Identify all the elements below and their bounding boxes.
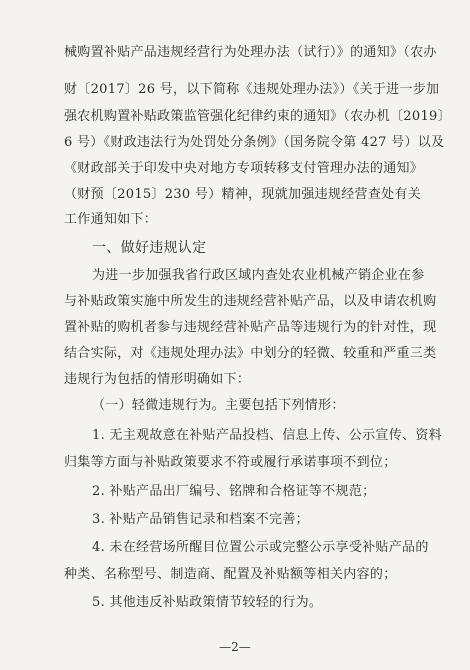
list-item: 2. 补贴产品出厂编号、铭牌和合格证等不规范； — [92, 484, 376, 499]
body-line: 工作通知如下： — [64, 212, 158, 227]
body-line: 《财政部关于印发中央对地方专项转移支付管理办法的通知》 — [64, 161, 424, 176]
body-line: 置补贴的购机者参与违规经营补贴产品等违规行为的针对性，现 — [64, 320, 437, 335]
list-item: 种类、名称型号、制造商、配置及补贴额等相关内容的； — [64, 567, 397, 582]
body-line: 财〔2017〕26 号，以下简称《违规处理办法》）《关于进一步加 — [64, 82, 440, 97]
section-heading: 一、做好违规认定 — [92, 240, 207, 256]
list-item: 4. 未在经营场所醒目位置公示或完整公示享受补贴产品的 — [92, 540, 429, 555]
body-line: 结合实际，对《违规处理办法》中划分的轻微、较重和严重三类 — [64, 346, 437, 361]
page-number: —2— — [219, 640, 251, 654]
subsection-heading: （一）轻微违规行为。主要包括下列情形： — [92, 398, 345, 413]
body-line: 6 号）《财政违法行为处罚处分条例》（国务院令第 427 号）以及 — [64, 135, 445, 150]
body-line: 强农机购置补贴政策监管强化纪律约束的通知》（农办机〔2019〕 — [64, 109, 451, 124]
body-line: 与补贴政策实施中所发生的违规经营补贴产品，以及申请农机购 — [64, 294, 437, 309]
list-item: 1. 无主观故意在补贴产品投档、信息上传、公示宣传、资料 — [92, 428, 442, 443]
list-item: 3. 补贴产品销售记录和档案不完善； — [92, 512, 309, 527]
body-line: （财预〔2015〕230 号）精神，现就加强违规经营查处有关 — [64, 187, 422, 202]
body-line: 违规行为包括的情形明确如下： — [64, 372, 251, 387]
body-line: 为进一步加强我省行政区域内查处农业机械产销企业在参 — [92, 268, 425, 283]
body-line: 械购置补贴产品违规经营行为处理办法（试行）》的通知》（农办 — [64, 45, 437, 60]
list-item: 归集等方面与补贴政策要求不符或履行承诺事项不到位； — [64, 455, 397, 470]
list-item: 5. 其他违反补贴政策情节较轻的行为。 — [92, 595, 323, 610]
